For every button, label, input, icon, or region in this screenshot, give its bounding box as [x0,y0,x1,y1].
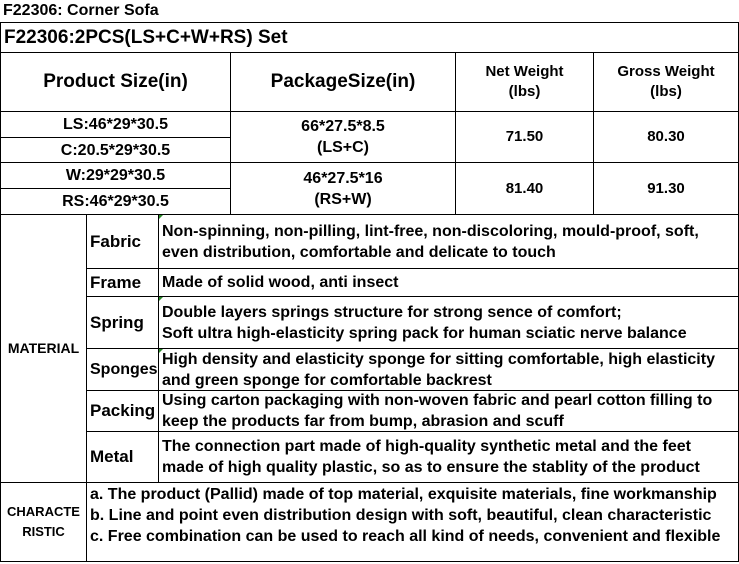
material-name-spring: Spring [86,296,158,348]
material-desc-fabric [158,214,739,268]
gross-weight-value: 91.30 [593,162,739,214]
material-desc-metal [158,431,739,482]
package-size-cell [230,111,455,162]
header-package-size: PackageSize(in) [230,52,455,111]
characteristic-line: c. Free combination can be used to reach all kind of needs, convenient and flexible [90,528,721,545]
header-gross-weight [593,52,739,111]
comment-marker-icon [159,297,163,301]
material-desc-frame: Made of solid wood, anti insect [158,268,739,296]
characteristic-line: b. Line and point even distribution design with soft, beautiful, clean characteristic [90,507,712,524]
net-weight-value: 71.50 [455,111,593,162]
header-net-weight [455,52,593,111]
desc-line: Soft ultra high-elasticity spring pack for human sciatic nerve balance [162,324,687,342]
material-name-packing: Packing [86,390,158,431]
product-size-item: W:29*29*30.5 [0,162,230,188]
desc-line: keep the products far from bump, abrasion and scuff [162,413,564,430]
header-net-weight-line2: (lbs) [508,83,541,100]
material-name-frame: Frame [86,268,158,296]
header-net-weight-line1: Net Weight [485,63,564,80]
desc-line: High density and elasticity sponge for sitting comfortable, high elasticity [162,350,715,368]
product-size-item: LS:46*29*30.5 [0,111,230,137]
desc-line: Using carton packaging with non-woven fabric and pearl cotton filling to [162,392,713,409]
header-product-size: Product Size(in) [0,52,230,111]
desc-line: made of high quality plastic, so as to ensure the stablity of the product [162,459,700,476]
comment-marker-icon [159,349,163,353]
characteristic-label-line2: RISTIC [22,524,65,539]
desc-line: The connection part made of high-quality synthetic metal and the feet [162,438,691,455]
material-desc-sponges [158,348,739,390]
net-weight-value: 81.40 [455,162,593,214]
material-label: MATERIAL [0,214,86,482]
document-title: F22306: Corner Sofa [3,2,159,19]
desc-line: Double layers springs structure for strong sence of comfort; [162,303,622,321]
package-size-dims: 66*27.5*8.5 [301,118,385,135]
material-name-fabric: Fabric [86,214,158,268]
gross-weight-value: 80.30 [593,111,739,162]
desc-line: and green sponge for comfortable backrest [162,371,492,389]
desc-line: even distribution, comfortable and delicate to touch [162,243,556,261]
header-gross-weight-line2: (lbs) [650,83,682,100]
product-size-item: RS:46*29*30.5 [0,188,230,214]
package-size-contents: (RS+W) [314,190,372,208]
set-title: F22306:2PCS(LS+C+W+RS) Set [0,22,739,52]
characteristic-line: a. The product (Pallid) made of top material, exquisite materials, fine workmanship [90,486,717,503]
material-name-sponges: Sponges [86,348,158,390]
package-size-cell [230,162,455,214]
material-desc-packing [158,390,739,431]
characteristic-label-line1: CHARACTE [7,504,80,519]
desc-line: Non-spinning, non-pilling, lint-free, non-discoloring, mould-proof, soft, [162,222,699,240]
characteristic-label [0,482,86,562]
characteristic-desc [86,482,739,562]
material-name-metal: Metal [86,431,158,482]
package-size-contents: (LS+C) [317,139,369,156]
header-gross-weight-line1: Gross Weight [617,63,715,80]
comment-marker-icon [159,215,163,219]
product-size-item: C:20.5*29*30.5 [0,137,230,162]
package-size-dims: 46*27.5*16 [303,169,383,187]
material-desc-spring [158,296,739,348]
